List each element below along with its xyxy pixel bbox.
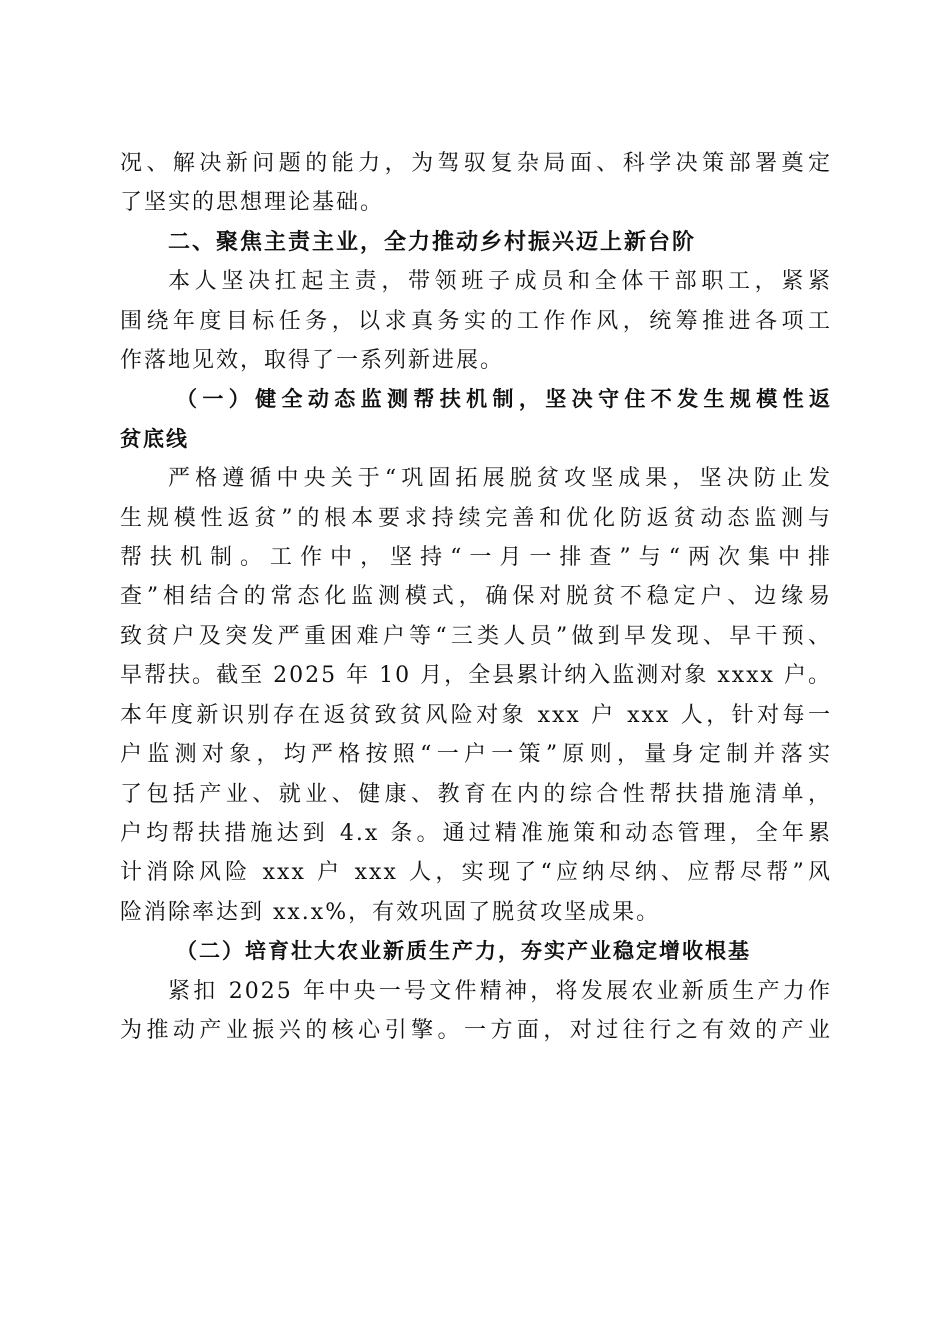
body-text-line: 作落地见效，取得了一系列新进展。 bbox=[120, 348, 505, 374]
body-text-line: 帮扶机制。工作中，坚持“一月一排查”与“两次集中排 bbox=[120, 545, 832, 571]
body-text-line: 紧扣 2025 年中央一号文件精神，将发展农业新质生产力作 bbox=[168, 978, 832, 1004]
body-text-line: 早帮扶。截至 2025 年 10 月，全县累计纳入监测对象 xxxx 户。 bbox=[120, 663, 832, 689]
body-text-line: 况、解决新问题的能力，为驾驭复杂局面、科学决策部署奠定 bbox=[120, 151, 832, 176]
body-text-line: 查”相结合的常态化监测模式，确保对脱贫不稳定户、边缘易 bbox=[120, 584, 832, 610]
body-text-line: 生规模性返贫”的根本要求持续完善和优化防返贫动态监测与 bbox=[120, 505, 832, 531]
section-heading: 二、聚焦主责主业，全力推动乡村振兴迈上新台阶 bbox=[168, 229, 697, 255]
body-text-line: 本年度新识别存在返贫致贫风险对象 xxx 户 xxx 人，针对每一 bbox=[120, 702, 832, 728]
document-body bbox=[120, 144, 832, 1050]
body-text-line: 致贫户及突发严重困难户等“三类人员”做到早发现、早干预、 bbox=[120, 623, 832, 649]
body-text-line: 围绕年度目标任务，以求真务实的工作作风，统筹推进各项工 bbox=[120, 308, 832, 334]
subsection-heading: （二）培育壮大农业新质生产力，夯实产业稳定增收根基 bbox=[176, 939, 751, 964]
body-text-line: 严格遵循中央关于“巩固拓展脱贫攻坚成果，坚决防止发 bbox=[168, 466, 832, 492]
body-text-line: 险消除率达到 xx.x%，有效巩固了脱贫攻坚成果。 bbox=[120, 899, 661, 925]
body-text-line: 本人坚决扛起主责，带领班子成员和全体干部职工，紧紧 bbox=[168, 269, 832, 295]
body-text-line: 户监测对象，均严格按照“一户一策”原则，量身定制并落实 bbox=[120, 742, 832, 768]
subsection-heading: （一）健全动态监测帮扶机制，坚决守住不发生规模性返 bbox=[176, 387, 832, 412]
body-text-line: 为推动产业振兴的核心引擎。一方面，对过往行之有效的产业 bbox=[120, 1017, 832, 1043]
subsection-heading: 贫底线 bbox=[120, 426, 189, 451]
body-text-line: 户均帮扶措施达到 4.x 条。通过精准施策和动态管理，全年累 bbox=[120, 820, 832, 846]
body-text-line: 计消除风险 xxx 户 xxx 人，实现了“应纳尽纳、应帮尽帮”风 bbox=[120, 860, 832, 886]
body-text-line: 了包括产业、就业、健康、教育在内的综合性帮扶措施清单， bbox=[120, 781, 832, 807]
body-text-line: 了坚实的思想理论基础。 bbox=[120, 190, 385, 216]
